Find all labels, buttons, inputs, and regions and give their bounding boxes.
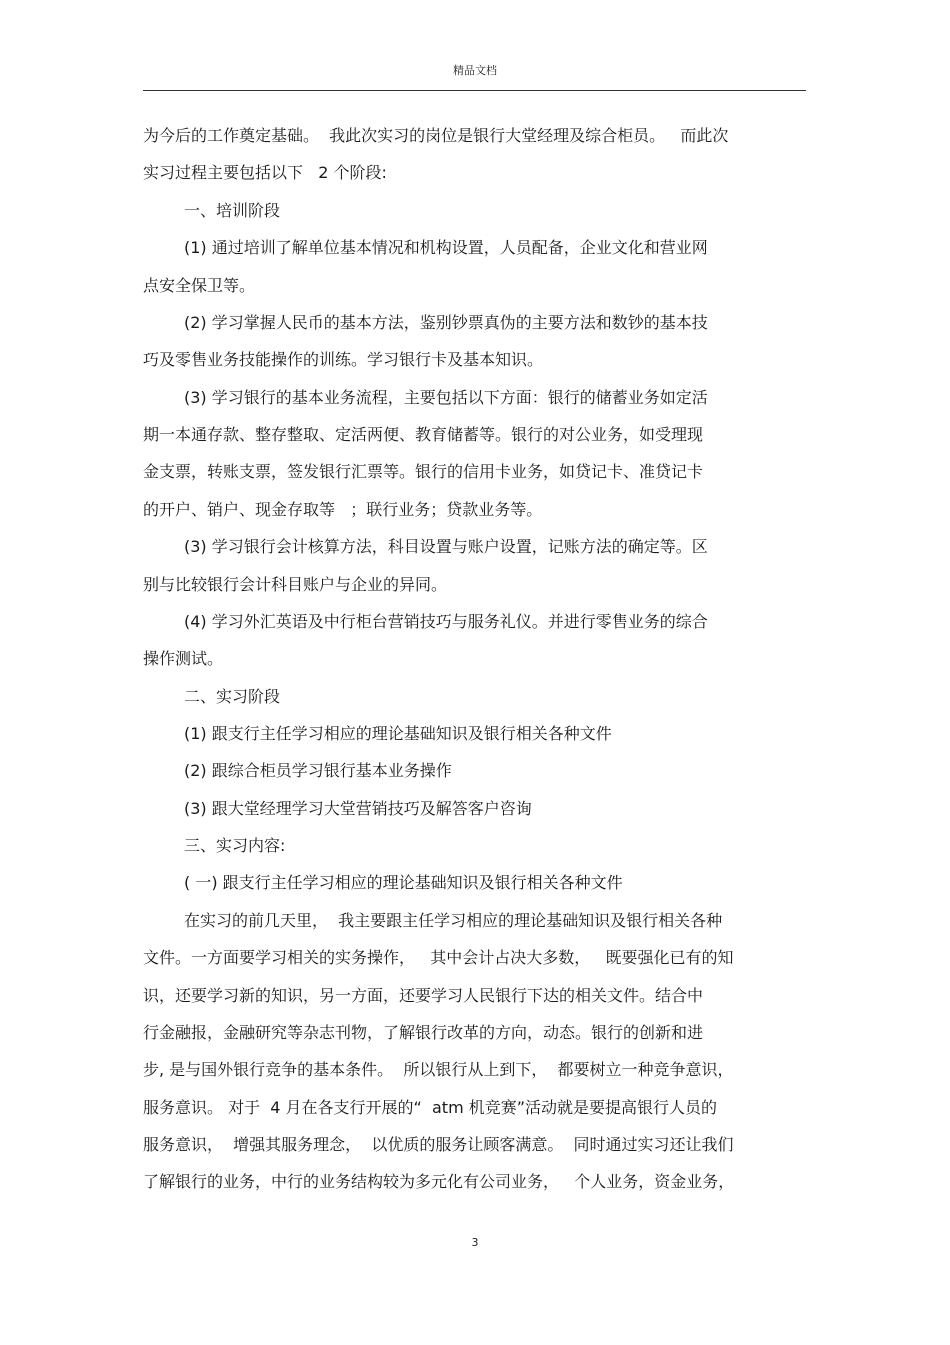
text-line: 为今后的工作奠定基础。 我此次实习的岗位是银行大堂经理及综合柜员。 而此次 xyxy=(143,126,729,145)
section-heading: 一、培训阶段 xyxy=(184,201,281,220)
text-line: (2) 跟综合柜员学习银行基本业务操作 xyxy=(184,761,452,780)
header-rule xyxy=(143,90,806,91)
page-number: 3 xyxy=(471,1236,479,1249)
text-line: 别与比较银行会计科目账户与企业的异同。 xyxy=(143,575,448,594)
text-line: 操作测试。 xyxy=(143,649,224,668)
text-line: 金支票，转账支票，签发银行汇票等。银行的信用卡业务，如贷记卡、准贷记卡 xyxy=(143,462,704,481)
text-line: 期一本通存款、整存整取、定活两便、教育储蓄等。银行的对公业务，如受理现 xyxy=(143,425,704,444)
text-line: (2) 学习掌握人民币的基本方法，鉴别钞票真伪的主要方法和数钞的基本技 xyxy=(184,313,708,332)
subsection-heading: ( 一) 跟支行主任学习相应的理论基础知识及银行相关各种文件 xyxy=(184,873,623,892)
text-line: 点安全保卫等。 xyxy=(143,276,256,295)
text-line: 的开户、销户、现金存取等 ；联行业务；贷款业务等。 xyxy=(143,500,543,519)
text-line: 文件。一方面要学习相关的实务操作， 其中会计占决大多数， 既要强化已有的知 xyxy=(143,948,734,967)
text-line: (3) 学习银行的基本业务流程，主要包括以下方面：银行的储蓄业务如定活 xyxy=(184,388,708,407)
text-line: (4) 学习外汇英语及中行柜台营销技巧与服务礼仪。并进行零售业务的综合 xyxy=(184,612,708,631)
text-line: 行金融报，金融研究等杂志刊物，了解银行改革的方向，动态。银行的创新和进 xyxy=(143,1023,704,1042)
section-heading: 二、实习阶段 xyxy=(184,687,281,706)
text-line: 识，还要学习新的知识，另一方面，还要学习人民银行下达的相关文件。结合中 xyxy=(143,986,704,1005)
page-header: 精品文档 xyxy=(453,64,497,77)
text-line: (1) 跟支行主任学习相应的理论基础知识及银行相关各种文件 xyxy=(184,724,612,743)
text-line: 巧及零售业务技能操作的训练。学习银行卡及基本知识。 xyxy=(143,350,544,369)
text-line: (1) 通过培训了解单位基本情况和机构设置，人员配备，企业文化和营业网 xyxy=(184,238,708,257)
text-line: 步, 是与国外银行竞争的基本条件。 所以银行从上到下， 都要树立一种竞争意识， xyxy=(143,1060,734,1079)
text-line: (3) 跟大堂经理学习大堂营销技巧及解答客户咨询 xyxy=(184,799,532,818)
text-line: 实习过程主要包括以下 2 个阶段: xyxy=(143,163,387,182)
text-line: 了解银行的业务，中行的业务结构较为多元化有公司业务， 个人业务，资金业务， xyxy=(143,1172,735,1191)
section-heading: 三、实习内容: xyxy=(184,836,286,855)
text-line: 在实习的前几天里， 我主要跟主任学习相应的理论基础知识及银行相关各种 xyxy=(184,911,723,930)
text-line: 服务意识。 对于 4 月在各支行开展的“ atm 机竞赛”活动就是要提高银行人员的 xyxy=(143,1098,718,1117)
text-line: (3) 学习银行会计核算方法，科目设置与账户设置，记账方法的确定等。区 xyxy=(184,537,708,556)
text-line: 服务意识， 增强其服务理念， 以优质的服务让顾客满意。 同时通过实习还让我们 xyxy=(143,1135,734,1154)
